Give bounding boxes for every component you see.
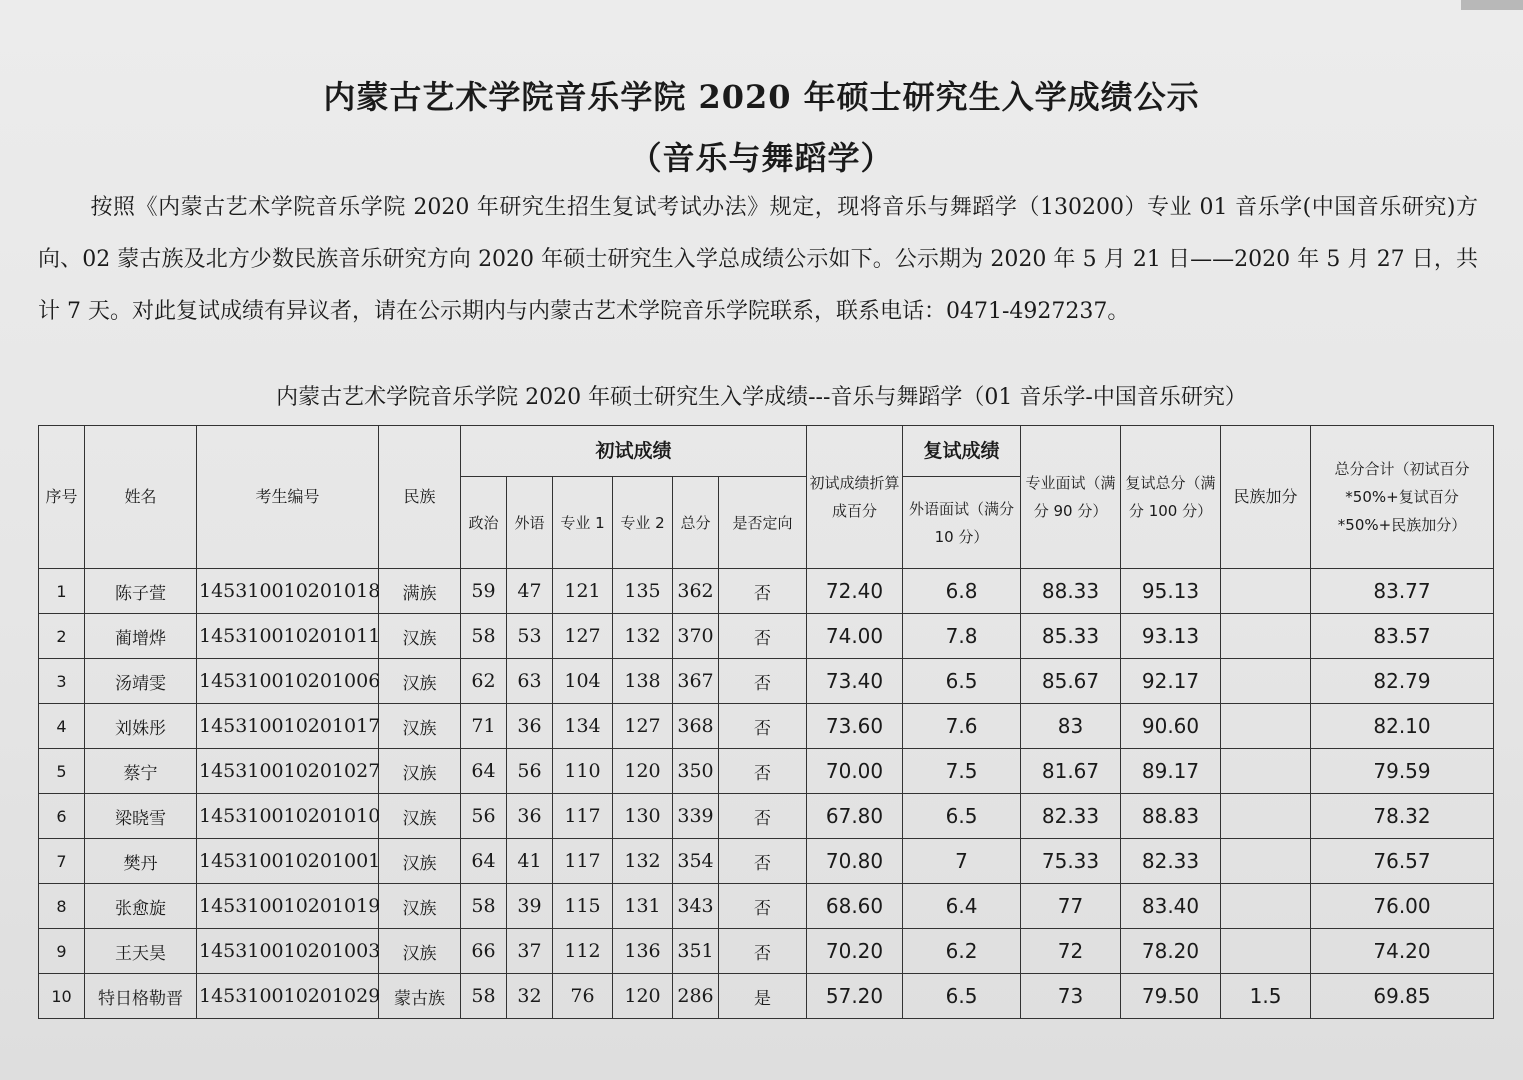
cell-foreign: 39 (507, 884, 553, 929)
header-retest-total: 复试总分（满分 100 分） (1121, 426, 1221, 569)
cell-major2: 135 (613, 569, 673, 614)
cell-nationality: 满族 (379, 569, 461, 614)
cell-oriented: 否 (719, 839, 807, 884)
cell-total: 351 (673, 929, 719, 974)
cell-retest-total: 92.17 (1121, 659, 1221, 704)
cell-seq: 1 (39, 569, 85, 614)
header-nationality: 民族 (379, 426, 461, 569)
cell-name: 樊丹 (85, 839, 197, 884)
cell-exam-no: 145310010201006 (197, 659, 379, 704)
paper-edge (1461, 0, 1523, 10)
cell-retest-total: 89.17 (1121, 749, 1221, 794)
cell-seq: 2 (39, 614, 85, 659)
cell-ethnic-bonus (1221, 659, 1311, 704)
header-group-initial: 初试成绩 (461, 426, 807, 477)
table-row (39, 839, 1494, 884)
table-caption: 内蒙古艺术学院音乐学院 2020 年硕士研究生入学成绩---音乐与舞蹈学（01 音乐学-中国音乐研究） (276, 385, 1247, 410)
cell-major2: 127 (613, 704, 673, 749)
cell-grand-total: 83.77 (1311, 569, 1494, 614)
cell-major-interview: 73 (1021, 974, 1121, 1019)
cell-oriented: 否 (719, 884, 807, 929)
cell-initial-pct: 68.60 (807, 884, 903, 929)
cell-nationality: 蒙古族 (379, 974, 461, 1019)
cell-nationality: 汉族 (379, 884, 461, 929)
cell-total: 367 (673, 659, 719, 704)
announcement-paragraph (38, 182, 1478, 338)
cell-name: 蔡宁 (85, 749, 197, 794)
cell-politics: 59 (461, 569, 507, 614)
cell-oriented: 否 (719, 704, 807, 749)
cell-politics: 66 (461, 929, 507, 974)
cell-major1: 76 (553, 974, 613, 1019)
cell-foreign-interview: 6.5 (903, 974, 1021, 1019)
cell-politics: 64 (461, 839, 507, 884)
cell-retest-total: 83.40 (1121, 884, 1221, 929)
cell-major2: 131 (613, 884, 673, 929)
cell-ethnic-bonus: 1.5 (1221, 974, 1311, 1019)
cell-name: 刘姝彤 (85, 704, 197, 749)
cell-major-interview: 72 (1021, 929, 1121, 974)
cell-ethnic-bonus (1221, 929, 1311, 974)
cell-name: 蔺增烨 (85, 614, 197, 659)
cell-total: 350 (673, 749, 719, 794)
cell-seq: 8 (39, 884, 85, 929)
cell-ethnic-bonus (1221, 749, 1311, 794)
cell-exam-no: 145310010201029 (197, 974, 379, 1019)
cell-major2: 136 (613, 929, 673, 974)
header-seq: 序号 (39, 426, 85, 569)
header-major2: 专业 2 (613, 477, 673, 569)
cell-ethnic-bonus (1221, 839, 1311, 884)
cell-foreign-interview: 6.5 (903, 794, 1021, 839)
cell-seq: 7 (39, 839, 85, 884)
cell-major1: 117 (553, 839, 613, 884)
cell-foreign: 53 (507, 614, 553, 659)
cell-name: 张愈旋 (85, 884, 197, 929)
cell-total: 354 (673, 839, 719, 884)
cell-grand-total: 76.00 (1311, 884, 1494, 929)
cell-ethnic-bonus (1221, 794, 1311, 839)
cell-grand-total: 78.32 (1311, 794, 1494, 839)
cell-initial-pct: 70.00 (807, 749, 903, 794)
cell-major1: 117 (553, 794, 613, 839)
cell-retest-total: 93.13 (1121, 614, 1221, 659)
cell-foreign: 36 (507, 704, 553, 749)
cell-initial-pct: 70.80 (807, 839, 903, 884)
cell-politics: 71 (461, 704, 507, 749)
cell-seq: 10 (39, 974, 85, 1019)
header-exam-no: 考生编号 (197, 426, 379, 569)
cell-exam-no: 145310010201018 (197, 569, 379, 614)
cell-foreign-interview: 7 (903, 839, 1021, 884)
document-title: 内蒙古艺术学院音乐学院 2020 年硕士研究生入学成绩公示 (323, 78, 1200, 116)
cell-oriented: 是 (719, 974, 807, 1019)
cell-major-interview: 85.33 (1021, 614, 1121, 659)
header-foreign: 外语 (507, 477, 553, 569)
cell-oriented: 否 (719, 569, 807, 614)
cell-major-interview: 88.33 (1021, 569, 1121, 614)
cell-grand-total: 76.57 (1311, 839, 1494, 884)
cell-initial-pct: 74.00 (807, 614, 903, 659)
cell-nationality: 汉族 (379, 659, 461, 704)
cell-retest-total: 90.60 (1121, 704, 1221, 749)
cell-seq: 9 (39, 929, 85, 974)
cell-grand-total: 74.20 (1311, 929, 1494, 974)
cell-initial-pct: 72.40 (807, 569, 903, 614)
cell-major1: 112 (553, 929, 613, 974)
announcement-text: 按照《内蒙古艺术学院音乐学院 2020 年研究生招生复试考试办法》规定，现将音乐与舞蹈学（130200）专业 01 音乐学(中国音乐研究)方向、02 蒙古族及北方少数民族音乐研究方向 2020 年硕士研究生入学总成绩公示如下。公示期为 2020 年 5 月 21 日——2020 年 5 月 27 日，共计 7 天。对此复试成绩有异议者，请在公示期内与内蒙古艺术学院音乐学院联系，联系电话：0471-4927237。 (38, 195, 1478, 324)
cell-ethnic-bonus (1221, 614, 1311, 659)
cell-major2: 120 (613, 749, 673, 794)
cell-seq: 3 (39, 659, 85, 704)
cell-retest-total: 78.20 (1121, 929, 1221, 974)
header-initial-pct: 初试成绩折算成百分 (807, 426, 903, 569)
cell-initial-pct: 73.40 (807, 659, 903, 704)
cell-initial-pct: 67.80 (807, 794, 903, 839)
cell-total: 339 (673, 794, 719, 839)
cell-foreign-interview: 6.4 (903, 884, 1021, 929)
cell-major1: 115 (553, 884, 613, 929)
cell-foreign-interview: 6.8 (903, 569, 1021, 614)
header-oriented: 是否定向 (719, 477, 807, 569)
cell-exam-no: 145310010201003 (197, 929, 379, 974)
cell-nationality: 汉族 (379, 794, 461, 839)
table-row (39, 749, 1494, 794)
cell-major-interview: 85.67 (1021, 659, 1121, 704)
cell-name: 王天昊 (85, 929, 197, 974)
cell-name: 特日格勒晋 (85, 974, 197, 1019)
cell-total: 370 (673, 614, 719, 659)
header-group-retest: 复试成绩 (903, 426, 1021, 477)
cell-major2: 130 (613, 794, 673, 839)
cell-foreign-interview: 7.5 (903, 749, 1021, 794)
cell-oriented: 否 (719, 929, 807, 974)
cell-foreign-interview: 7.6 (903, 704, 1021, 749)
cell-politics: 58 (461, 614, 507, 659)
cell-major2: 138 (613, 659, 673, 704)
cell-politics: 56 (461, 794, 507, 839)
table-row (39, 884, 1494, 929)
cell-name: 汤靖雯 (85, 659, 197, 704)
cell-grand-total: 79.59 (1311, 749, 1494, 794)
cell-total: 368 (673, 704, 719, 749)
cell-politics: 64 (461, 749, 507, 794)
cell-politics: 58 (461, 974, 507, 1019)
cell-grand-total: 82.10 (1311, 704, 1494, 749)
cell-foreign: 36 (507, 794, 553, 839)
cell-foreign: 37 (507, 929, 553, 974)
cell-oriented: 否 (719, 749, 807, 794)
cell-foreign-interview: 6.2 (903, 929, 1021, 974)
cell-major1: 127 (553, 614, 613, 659)
cell-major1: 121 (553, 569, 613, 614)
cell-total: 362 (673, 569, 719, 614)
cell-foreign: 63 (507, 659, 553, 704)
cell-seq: 4 (39, 704, 85, 749)
cell-foreign-interview: 6.5 (903, 659, 1021, 704)
cell-exam-no: 145310010201019 (197, 884, 379, 929)
cell-foreign: 47 (507, 569, 553, 614)
cell-name: 陈子萱 (85, 569, 197, 614)
table-row (39, 794, 1494, 839)
cell-nationality: 汉族 (379, 929, 461, 974)
cell-major1: 134 (553, 704, 613, 749)
cell-exam-no: 145310010201010 (197, 794, 379, 839)
cell-politics: 62 (461, 659, 507, 704)
cell-oriented: 否 (719, 659, 807, 704)
cell-retest-total: 88.83 (1121, 794, 1221, 839)
table-row (39, 704, 1494, 749)
header-grand-total: 总分合计（初试百分*50%+复试百分*50%+民族加分） (1311, 426, 1494, 569)
cell-ethnic-bonus (1221, 704, 1311, 749)
cell-retest-total: 95.13 (1121, 569, 1221, 614)
cell-ethnic-bonus (1221, 569, 1311, 614)
header-politics: 政治 (461, 477, 507, 569)
cell-grand-total: 69.85 (1311, 974, 1494, 1019)
cell-nationality: 汉族 (379, 839, 461, 884)
cell-foreign: 56 (507, 749, 553, 794)
header-name: 姓名 (85, 426, 197, 569)
cell-major-interview: 77 (1021, 884, 1121, 929)
cell-major-interview: 81.67 (1021, 749, 1121, 794)
cell-initial-pct: 70.20 (807, 929, 903, 974)
cell-politics: 58 (461, 884, 507, 929)
cell-oriented: 否 (719, 794, 807, 839)
scores-table (38, 425, 1494, 1019)
cell-retest-total: 79.50 (1121, 974, 1221, 1019)
cell-major-interview: 75.33 (1021, 839, 1121, 884)
cell-exam-no: 145310010201011 (197, 614, 379, 659)
cell-foreign: 32 (507, 974, 553, 1019)
cell-ethnic-bonus (1221, 884, 1311, 929)
cell-major-interview: 82.33 (1021, 794, 1121, 839)
cell-initial-pct: 57.20 (807, 974, 903, 1019)
cell-seq: 5 (39, 749, 85, 794)
table-row (39, 974, 1494, 1019)
cell-name: 梁晓雪 (85, 794, 197, 839)
cell-nationality: 汉族 (379, 614, 461, 659)
document-subtitle: （音乐与舞蹈学） (629, 139, 894, 177)
cell-major1: 104 (553, 659, 613, 704)
cell-nationality: 汉族 (379, 749, 461, 794)
cell-retest-total: 82.33 (1121, 839, 1221, 884)
cell-grand-total: 82.79 (1311, 659, 1494, 704)
cell-foreign-interview: 7.8 (903, 614, 1021, 659)
cell-major1: 110 (553, 749, 613, 794)
cell-initial-pct: 73.60 (807, 704, 903, 749)
cell-foreign: 41 (507, 839, 553, 884)
table-row (39, 659, 1494, 704)
table-row (39, 614, 1494, 659)
cell-total: 286 (673, 974, 719, 1019)
cell-exam-no: 145310010201001 (197, 839, 379, 884)
cell-major-interview: 83 (1021, 704, 1121, 749)
header-total: 总分 (673, 477, 719, 569)
cell-major2: 120 (613, 974, 673, 1019)
cell-grand-total: 83.57 (1311, 614, 1494, 659)
cell-oriented: 否 (719, 614, 807, 659)
cell-major2: 132 (613, 839, 673, 884)
cell-exam-no: 145310010201027 (197, 749, 379, 794)
cell-total: 343 (673, 884, 719, 929)
cell-major2: 132 (613, 614, 673, 659)
table-row (39, 929, 1494, 974)
header-major1: 专业 1 (553, 477, 613, 569)
cell-seq: 6 (39, 794, 85, 839)
header-major-interview: 专业面试（满分 90 分） (1021, 426, 1121, 569)
header-ethnic-bonus: 民族加分 (1221, 426, 1311, 569)
cell-exam-no: 145310010201017 (197, 704, 379, 749)
header-foreign-interview: 外语面试（满分 10 分） (903, 477, 1021, 569)
table-row (39, 569, 1494, 614)
cell-nationality: 汉族 (379, 704, 461, 749)
